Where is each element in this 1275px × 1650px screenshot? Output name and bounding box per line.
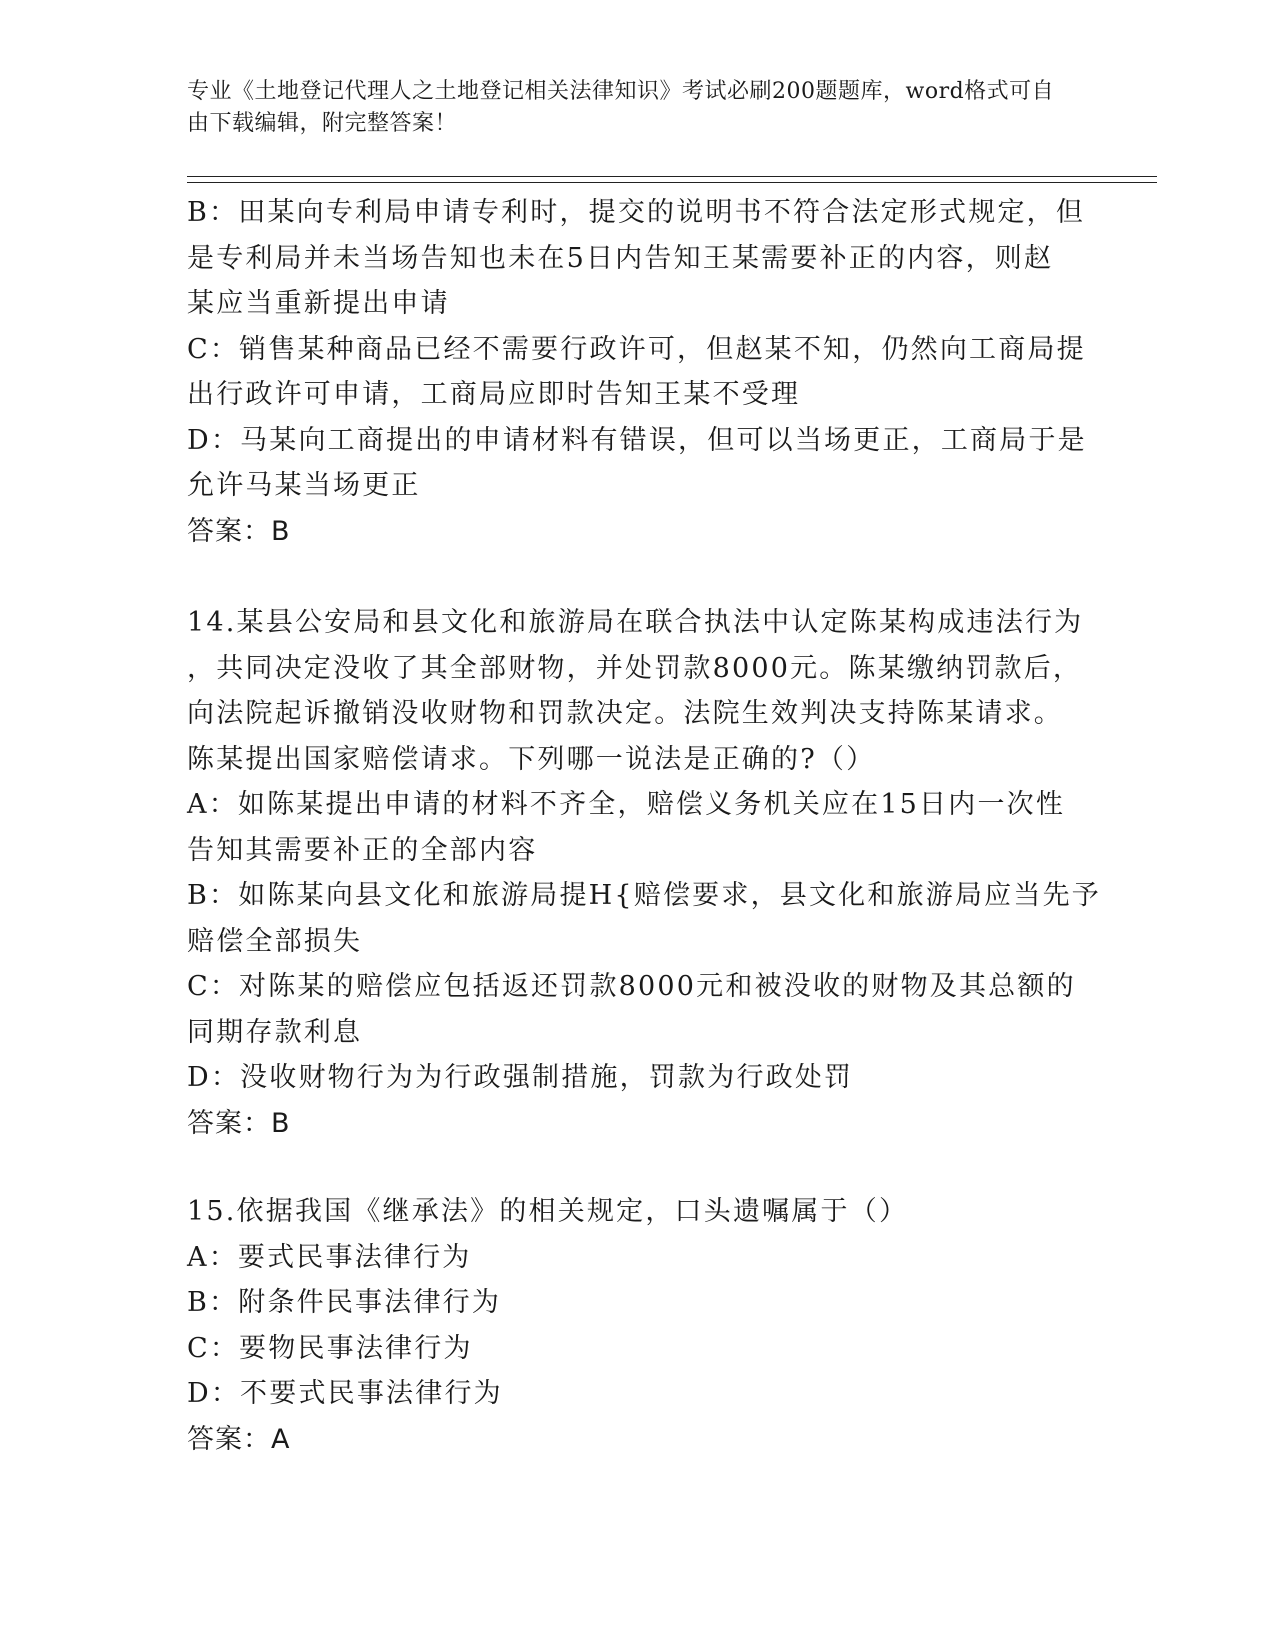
text-line: 赔偿全部损失	[187, 925, 363, 957]
text-line: 某应当重新提出申请	[187, 288, 450, 319]
text-line: 告知其需要补正的全部内容	[187, 834, 538, 866]
text-line: D：没收财物行为为行政强制措施，罚款为行政处罚	[187, 1062, 854, 1093]
question-15-answer: 答案：A	[187, 1423, 291, 1455]
question-14-option-a	[187, 782, 1087, 873]
text-line: C：对陈某的赔偿应包括返还罚款8000元和被没收的财物及其总额的	[187, 971, 1076, 1002]
text-line: 向法院起诉撤销没收财物和罚款决定。法院生效判决支持陈某请求。	[187, 698, 1063, 729]
question-15-option-a: A：要式民事法律行为	[187, 1241, 472, 1273]
question-13-answer: 答案：B	[187, 515, 291, 547]
header-rule-bottom	[187, 182, 1157, 183]
question-14-answer: 答案：B	[187, 1107, 291, 1139]
text-line: 同期存款利息	[187, 1016, 363, 1048]
question-14-option-d	[187, 1055, 1087, 1101]
question-13-option-d	[187, 418, 1087, 509]
question-15-option-d: D：不要式民事法律行为	[187, 1378, 503, 1409]
question-14-option-c	[187, 964, 1087, 1055]
text-line: D：马某向工商提出的申请材料有错误，但可以当场更正，工商局于是	[187, 424, 1087, 456]
question-14-option-b	[187, 873, 1101, 964]
question-15-option-c: C：要物民事法律行为	[187, 1332, 473, 1364]
question-15-stem: 15.依据我国《继承法》的相关规定，口头遗嘱属于（）	[187, 1196, 909, 1227]
question-13-option-c	[187, 327, 1087, 418]
text-line: A：如陈某提出申请的材料不齐全，赔偿义务机关应在15日内一次性	[187, 789, 1066, 820]
text-line: 陈某提出国家赔偿请求。下列哪一说法是正确的?（）	[187, 743, 876, 775]
header-rule-top	[187, 176, 1157, 177]
text-line: C：销售某种商品已经不需要行政许可，但赵某不知，仍然向工商局提	[187, 333, 1086, 365]
text-line: 出行政许可申请，工商局应即时告知王某不受理	[187, 379, 801, 410]
text-line: 14.某县公安局和县文化和旅游局在联合执法中认定陈某构成违法行为	[187, 607, 1084, 638]
question-14-stem	[187, 600, 1087, 782]
question-15-option-b: B：附条件民事法律行为	[187, 1287, 502, 1318]
text-line: 允许马某当场更正	[187, 470, 421, 501]
text-line: B：如陈某向县文化和旅游局提H{赔偿要求，县文化和旅游局应当先予	[187, 880, 1101, 911]
text-line: ，共同决定没收了其全部财物，并处罚款8000元。陈某缴纳罚款后，	[187, 652, 1083, 684]
document-header: 专业《土地登记代理人之土地登记相关法律知识》考试必刷200题题库，word格式可自由下载编辑，附完整答案！	[187, 79, 1055, 136]
text-line: 是专利局并未当场告知也未在5日内告知王某需要补正的内容，则赵	[187, 242, 1054, 274]
text-line: B：田某向专利局申请专利时，提交的说明书不符合法定形式规定，但	[187, 197, 1086, 228]
page-content	[187, 190, 1101, 1462]
question-13-option-b	[187, 190, 1087, 327]
